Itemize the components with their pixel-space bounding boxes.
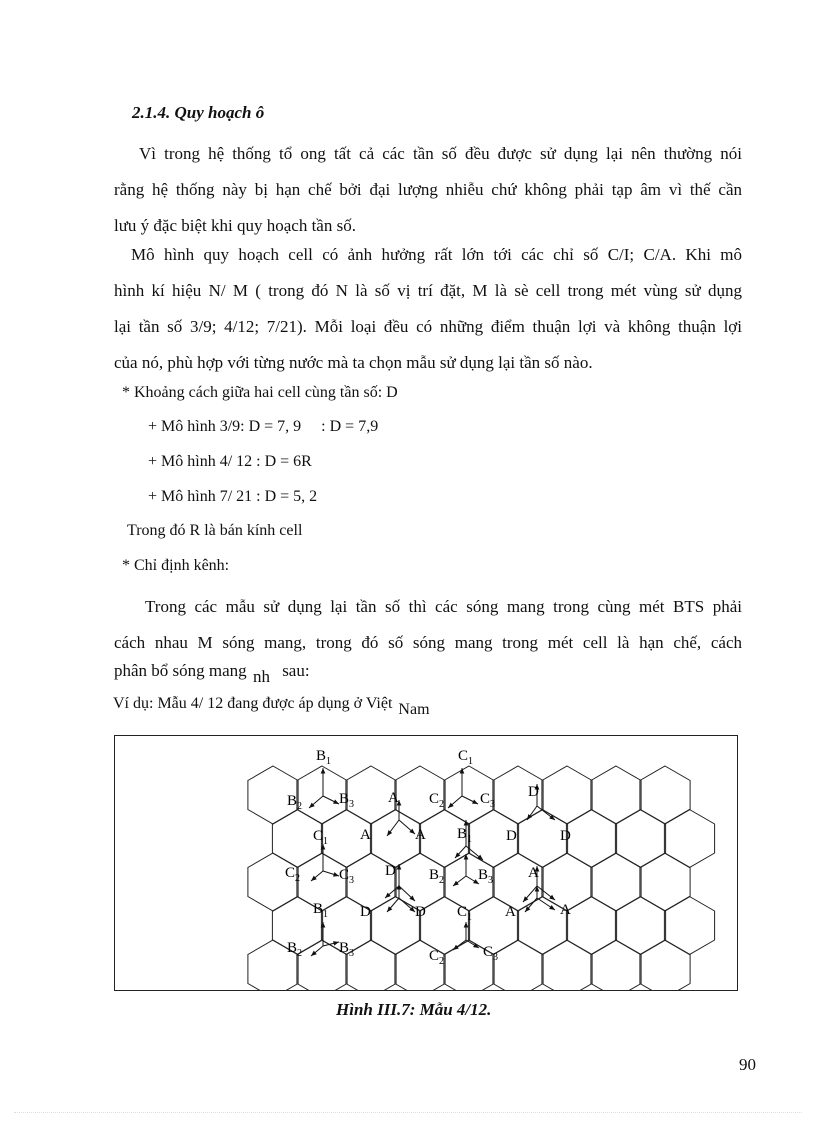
page-number: 90 [739, 1055, 756, 1074]
paragraph-3a [114, 589, 742, 625]
cell-label: D [560, 828, 571, 844]
hex-cell [640, 766, 690, 824]
hex-cell [591, 853, 641, 911]
cell-label: A [388, 790, 399, 806]
cell-label: $C_3$ [339, 867, 355, 886]
footer-divider [14, 1112, 802, 1113]
hex-cell [370, 810, 420, 868]
cell-label: A [560, 902, 571, 918]
cell-label: D [385, 863, 396, 879]
paragraph-2a [114, 237, 742, 273]
paragraph-2c [114, 309, 742, 345]
paragraph-1 [114, 136, 742, 172]
p3-line-1: Trong các mẫu sử dụng lại tần số thì các sóng mang trong cùng mét BTS phải [145, 597, 742, 616]
hex-cell [640, 940, 690, 990]
cell-label: $B_3$ [478, 867, 494, 886]
cell-label: $C_1$ [457, 904, 473, 923]
section-heading: 2.1.4. Quy hoạch ô [132, 103, 265, 122]
hex-cell [493, 940, 543, 990]
arrow-head [453, 881, 459, 886]
arrow-head [464, 854, 469, 860]
hex-cell [664, 897, 714, 955]
cell-label: D [506, 828, 517, 844]
arrow-head [527, 814, 532, 820]
p3-line-3-start: phân bổ sóng mang [114, 661, 247, 680]
p1-line-2: rằng hệ thống này bị hạn chế bởi đại lượng nhiễu chứ không phải tạp âm vì thế cần [114, 180, 742, 199]
p1-line-3: lưu ý đặc biệt khi quy hoạch tần số. [114, 216, 356, 235]
paragraph-1b [114, 172, 742, 208]
arrow-head [387, 830, 392, 836]
p3-tail: sau: [282, 661, 310, 680]
cell-label: A [360, 827, 371, 843]
cell-label: $B_2$ [287, 940, 303, 959]
hex-cell [640, 853, 690, 911]
distance-title: * Khoảng cách giữa hai cell cùng tần số: D [122, 384, 398, 401]
cell-label: $B_1$ [316, 748, 332, 767]
hex-cell [566, 810, 616, 868]
cell-label: $C_3$ [483, 944, 499, 963]
paragraph-2d [114, 345, 742, 381]
p3-nh: nh [252, 667, 270, 686]
model-4-12: + Mô hình 4/ 12 : D = 6R [148, 453, 312, 470]
arrow-head [321, 768, 326, 774]
cell-label: D [415, 904, 426, 920]
model-3-9: + Mô hình 3/9: D = 7, 9 : D = 7,9 [148, 418, 379, 435]
channel-title: * Chỉ định kênh: [122, 557, 230, 574]
hex-cell [591, 766, 641, 824]
cell-label: $C_2$ [429, 948, 445, 967]
cell-label: A [528, 865, 539, 881]
paragraph-3b [114, 625, 742, 661]
cell-label: A [505, 904, 516, 920]
cell-label: A [415, 827, 426, 843]
p2-line-3: lại tần số 3/9; 4/12; 7/21). Mỗi loại đều có những điểm thuận lợi và không thuận lợi [114, 317, 742, 336]
cell-label: $C_1$ [313, 828, 329, 847]
arrow-head [549, 905, 555, 910]
p3-line-3 [114, 661, 310, 686]
cell-label: $C_2$ [429, 791, 445, 810]
cell-label: D [528, 784, 539, 800]
hex-cell [615, 897, 665, 955]
hex-cell [566, 897, 616, 955]
cell-label: $B_1$ [457, 826, 473, 845]
figure-frame [114, 735, 738, 991]
hex-cell [370, 897, 420, 955]
cell-label: $B_3$ [339, 940, 355, 959]
example-text: Ví dụ: Mẫu 4/ 12 đang được áp dụng ở Việt [113, 695, 393, 712]
cell-label: $C_3$ [480, 791, 496, 810]
cell-label: D [360, 904, 371, 920]
p1-line-1: Vì trong hệ thống tổ ong tất cả các tần số đều được sử dụng lại nên thường nói [139, 144, 742, 163]
hex-cell [591, 940, 641, 990]
p3-line-2: cách nhau M sóng mang, trong đó số sóng mang trong mét cell là hạn chế, cách [114, 633, 742, 652]
p2-line-4: của nó, phù hợp với từng nước mà ta chọn mẫu sử dụng lại tần số nào. [114, 353, 593, 372]
r-note: Trong đó R là bán kính cell [127, 522, 303, 539]
hex-cell [493, 853, 543, 911]
model-7-21: + Mô hình 7/ 21 : D = 5, 2 [148, 488, 318, 505]
cell-label: $B_2$ [429, 867, 445, 886]
p2-line-2: hình kí hiệu N/ M ( trong đó N là số vị trí đặt, M là sè cell trong mét vùng sử dụng [114, 281, 742, 300]
arrow-head [453, 945, 459, 950]
paragraph-2b [114, 273, 742, 309]
hex-cell [664, 810, 714, 868]
p2-line-1: Mô hình quy hoạch cell có ảnh hưởng rất lớn tới các chỉ số C/I; C/A. Khi mô [131, 245, 742, 264]
hex-cell [615, 810, 665, 868]
hex-cell [248, 853, 301, 911]
example-line [113, 695, 430, 718]
cell-label: $B_2$ [287, 793, 303, 812]
cell-label: $C_1$ [458, 748, 474, 767]
cell-label: $C_2$ [285, 865, 301, 884]
cell-label: $B_3$ [339, 791, 355, 810]
hex-cell [542, 940, 592, 990]
hex-cell-diagram [115, 736, 737, 990]
figure-caption: Hình III.7: Mẫu 4/12. [336, 1000, 492, 1019]
cell-label: $B_1$ [313, 901, 329, 920]
example-nam: Nam [398, 701, 430, 718]
